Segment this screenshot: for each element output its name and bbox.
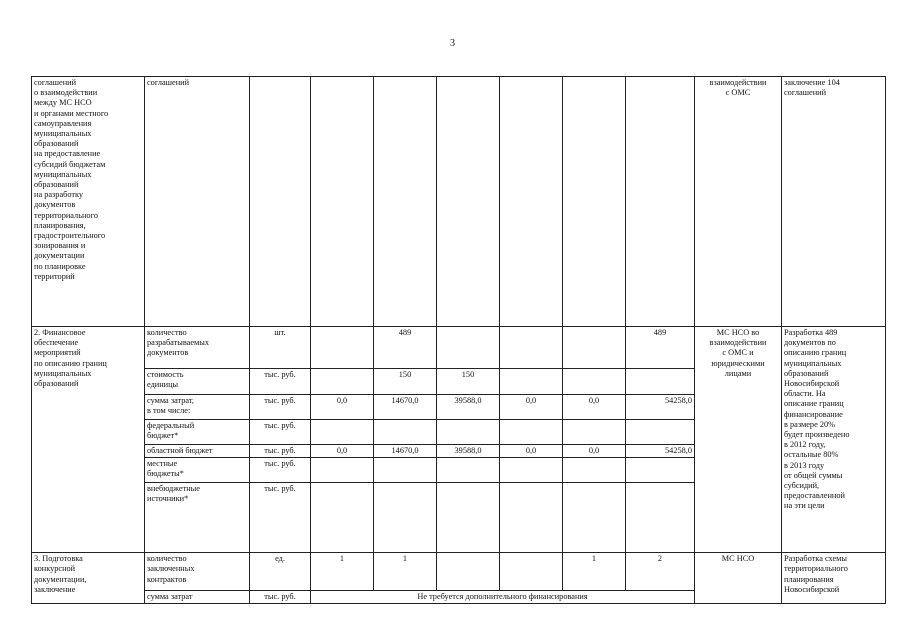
table-row: [32, 553, 886, 591]
value-cell: [437, 553, 500, 591]
activity-cell: соглашений о взаимодействии между МС НСО и органами местного самоуправления муниципальных образований на предоставление субсидий бюджетам муниципальных образований на разработку документов территориального планирования, градостроительного зонирования и документации по планировке территорий: [32, 77, 145, 327]
value-cell: 1: [563, 553, 626, 591]
page-number: 3: [450, 38, 455, 49]
value-cell: 0,0: [563, 445, 626, 458]
value-cell: [500, 483, 563, 553]
value-cell: [311, 420, 374, 445]
unit-cell: тыс. руб.: [250, 483, 311, 553]
value-cell: [437, 77, 500, 327]
indicator-cell: стоимость единицы: [145, 369, 250, 395]
value-cell: [626, 420, 695, 445]
value-cell: [563, 77, 626, 327]
value-cell: [437, 327, 500, 369]
value-cell: [311, 369, 374, 395]
table-row: [32, 77, 886, 327]
program-table: [31, 76, 886, 604]
unit-cell: тыс. руб.: [250, 420, 311, 445]
value-cell: [311, 458, 374, 483]
result-cell: заключение 104 соглашений: [782, 77, 886, 327]
value-cell: [626, 369, 695, 395]
value-cell: 150: [374, 369, 437, 395]
result-cell: Разработка 489 документов по описанию границ муниципальных образований Новосибирской области. На описание границ финансирование в размере 20% будет произведено в 2012 году, остальные 80% в 2013 году от общей суммы субсидий, предоставленной на эти цели: [782, 327, 886, 553]
value-cell: [437, 483, 500, 553]
indicator-cell: соглашений: [145, 77, 250, 327]
unit-cell: тыс. руб.: [250, 395, 311, 420]
value-cell: [311, 483, 374, 553]
value-cell: 2: [626, 553, 695, 591]
value-cell: [500, 553, 563, 591]
value-cell: [563, 420, 626, 445]
unit-cell: [250, 77, 311, 327]
value-cell: [563, 327, 626, 369]
indicator-cell: количество заключенных контрактов: [145, 553, 250, 591]
indicator-cell: областной бюджет: [145, 445, 250, 458]
indicator-cell: федеральный бюджет*: [145, 420, 250, 445]
value-cell: [500, 77, 563, 327]
unit-cell: ед.: [250, 553, 311, 591]
unit-cell: тыс. руб.: [250, 591, 311, 604]
indicator-cell: количество разрабатываемых документов: [145, 327, 250, 369]
value-cell: 0,0: [500, 445, 563, 458]
value-cell: 489: [626, 327, 695, 369]
unit-cell: шт.: [250, 327, 311, 369]
financing-note: Не требуется дополнительного финансирования: [311, 591, 695, 604]
unit-cell: тыс. руб.: [250, 445, 311, 458]
value-cell: [500, 369, 563, 395]
activity-cell: 3. Подготовка конкурсной документации, заключение: [32, 553, 145, 604]
value-cell: [374, 77, 437, 327]
value-cell: [374, 458, 437, 483]
value-cell: [626, 458, 695, 483]
executor-cell: МС НСО: [695, 553, 782, 604]
indicator-cell: внебюджетные источники*: [145, 483, 250, 553]
value-cell: 150: [437, 369, 500, 395]
value-cell: [437, 420, 500, 445]
value-cell: 0,0: [311, 445, 374, 458]
value-cell: 1: [374, 553, 437, 591]
value-cell: 1: [311, 553, 374, 591]
value-cell: 0,0: [311, 395, 374, 420]
value-cell: [563, 458, 626, 483]
indicator-cell: местные бюджеты*: [145, 458, 250, 483]
value-cell: [311, 77, 374, 327]
value-cell: [626, 77, 695, 327]
value-cell: 14670,0: [374, 445, 437, 458]
executor-cell: взаимодействии с ОМС: [695, 77, 782, 327]
value-cell: 14670,0: [374, 395, 437, 420]
value-cell: [626, 483, 695, 553]
value-cell: 39588,0: [437, 395, 500, 420]
value-cell: 54258,0: [626, 395, 695, 420]
value-cell: [374, 483, 437, 553]
value-cell: [500, 420, 563, 445]
activity-cell: 2. Финансовое обеспечение мероприятий по описанию границ муниципальных образований: [32, 327, 145, 553]
value-cell: [500, 327, 563, 369]
value-cell: 489: [374, 327, 437, 369]
value-cell: 54258,0: [626, 445, 695, 458]
value-cell: [563, 369, 626, 395]
value-cell: [500, 458, 563, 483]
table-row: [32, 327, 886, 369]
value-cell: [311, 327, 374, 369]
value-cell: 0,0: [500, 395, 563, 420]
result-cell: Разработка схемы территориального планирования Новосибирской: [782, 553, 886, 604]
indicator-cell: сумма затрат, в том числе:: [145, 395, 250, 420]
executor-cell: МС НСО во взаимодействии с ОМС и юридическими лицами: [695, 327, 782, 553]
unit-cell: тыс. руб.: [250, 369, 311, 395]
value-cell: 39588,0: [437, 445, 500, 458]
indicator-cell: сумма затрат: [145, 591, 250, 604]
value-cell: [437, 458, 500, 483]
value-cell: [374, 420, 437, 445]
value-cell: [563, 483, 626, 553]
value-cell: 0,0: [563, 395, 626, 420]
unit-cell: тыс. руб.: [250, 458, 311, 483]
